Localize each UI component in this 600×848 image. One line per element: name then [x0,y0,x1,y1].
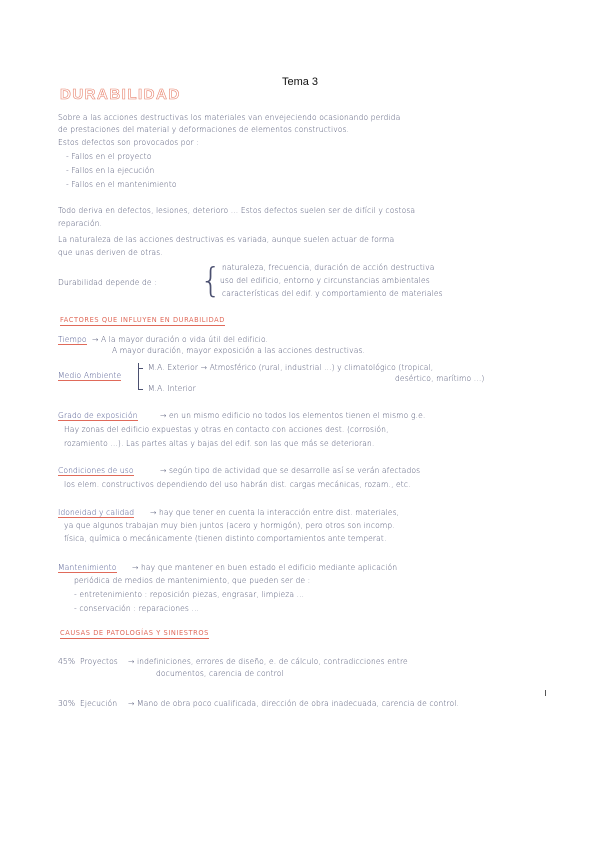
causa-2-line-1: → Mano de obra poco cualificada, dirección de obra inadecuada, carencia de control. [128,699,459,708]
mantenimiento-bullet-1: - entretenimiento : reposición piezas, engrasar, limpieza ... [74,590,305,599]
idoneidad-line-3: física, química o mecánicamente (tienen distinto comportamientos ante temperat. [64,534,387,543]
para2-line-3: La naturaleza de las acciones destructivas es variada, aunque suelen actuar de forma [58,235,395,244]
tiempo-term [58,334,87,345]
intro-bullet-3: - Fallos en el mantenimiento [66,180,177,189]
intro-line-3: Estos defectos son provocados por : [58,138,199,147]
mantenimiento-line-2: periódica de medios de mantenimiento, que pueden ser de : [74,576,311,585]
mantenimiento-bullet-2: - conservación : reparaciones ... [74,604,200,613]
tiempo-label: Tiempo [58,335,87,344]
tiempo-line-1: → A la mayor duración o vida útil del edificio. [92,335,269,344]
para2-line-2: reparación. [58,219,103,228]
medio-ext-2: desértico, marítimo ...) [395,374,485,383]
idoneidad-line-1: → hay que tener en cuenta la interacción entre dist. materiales, [150,508,400,517]
condiciones-term [58,465,134,476]
medio-tick-int [138,389,143,390]
condiciones-label: Condiciones de uso [58,466,134,475]
tiempo-line-2: A mayor duración, mayor exposición a las acciones destructivas. [112,346,366,355]
para2-line-1: Todo deriva en defectos, lesiones, deterioro ... Estos defectos suelen ser de difícil y costosa [58,206,416,215]
depends-item-2: uso del edificio, entorno y circunstancias ambientales [220,276,430,285]
depends-item-3: características del edif. y comportamiento de materiales [222,289,443,298]
page-header: Tema 3 [281,76,319,88]
grado-line-3: rozamiento ...). Las partes altas y bajas del edif. son las que más se deterioran. [64,439,375,448]
section-heading-causas: CAUSAS DE PATOLOGÍAS Y SINIESTROS [60,629,209,637]
section-heading-factores: FACTORES QUE INFLUYEN EN DURABILIDAD [60,316,225,324]
medio-int: M.A. Interior [148,384,196,393]
causa-1-label: Proyectos [80,657,118,666]
mantenimiento-label: Mantenimiento [58,563,117,572]
idoneidad-label: Idoneidad y calidad [58,508,135,517]
intro-line-1: Sobre a las acciones destructivas los materiales van envejeciendo ocasionando perdida [58,113,401,122]
para2-line-4: que unas deriven de otras. [58,248,163,257]
intro-line-2: de prestaciones del material y deformaciones de elementos constructivos. [58,125,350,134]
causa-1-pct: 45% [58,657,76,666]
medio-tick-ext [138,368,143,369]
medio-term [58,370,121,381]
idoneidad-term [58,507,134,518]
grado-label: Grado de exposición [58,411,138,420]
causa-1-line-2: documentos, carencia de control [156,669,284,678]
causa-2-pct: 30% [58,699,76,708]
brace-symbol: { [200,261,222,301]
page-title: DURABILIDAD [60,86,181,103]
medio-label: Medio Ambiente [58,371,122,380]
idoneidad-line-2: ya que algunos trabajan muy bien juntos (acero y hormigón), pero otros son incomp. [64,521,395,530]
causa-2-label: Ejecución [80,699,118,708]
medio-ext: M.A. Exterior → Atmosférico (rural, industrial ...) y climatológico (tropical, [148,363,434,372]
medio-bracket [138,363,139,389]
condiciones-line-2: los elem. constructivos dependiendo del uso habrán dist. cargas mecánicas, rozam., etc. [64,480,411,489]
grado-line-2: Hay zonas del edificio expuestas y otras en contacto con acciones dest. (corrosión, [64,425,389,434]
grado-term [58,410,138,421]
depends-label: Durabilidad depende de : [58,278,157,287]
stray-mark [545,690,546,696]
depends-item-1: naturaleza, frecuencia, duración de acción destructiva [222,263,435,272]
intro-bullet-1: - Fallos en el proyecto [66,152,152,161]
grado-line-1: → en un mismo edificio no todos los elementos tienen el mismo g.e. [160,411,426,420]
causa-1-line-1: → indefiniciones, errores de diseño, e. de cálculo, contradicciones entre [128,657,408,666]
mantenimiento-line-1: → hay que mantener en buen estado el edificio mediante aplicación [132,563,398,572]
condiciones-line-1: → según tipo de actividad que se desarrolle así se verán afectados [160,466,421,475]
intro-bullet-2: - Fallos en la ejecución [66,166,155,175]
mantenimiento-term [58,562,117,573]
